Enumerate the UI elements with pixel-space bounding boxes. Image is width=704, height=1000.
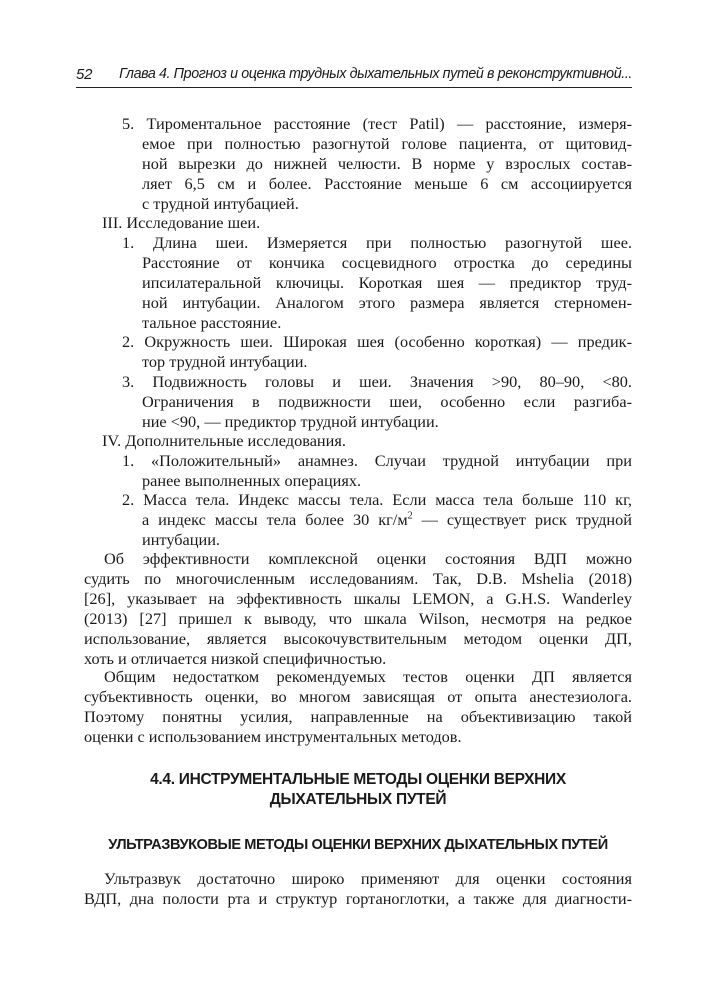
text-line: 1. Длина шеи. Измеряется при полностью разогнутой шее. [122,233,632,252]
text-line: Ультразвук достаточно широко применяют для оценки состояния [104,869,632,888]
text-line: емое при полностью разогнутой голове пациента, от щитовид- [142,133,632,153]
text-line: тальное расстояние. [142,312,282,332]
text-line: ние <90, — предиктор трудной интубации. [142,411,439,431]
page-number: 52 [76,66,93,83]
text-line: ипсилатеральной ключицы. Короткая шея — предиктор труд- [142,272,632,292]
neck-item-2 [84,332,632,372]
text-line: использование, является высокочувствительным методом оценки ДП, [84,628,632,648]
text-line: [26], указывает на эффективность шкалы LEMON, а G.H.S. Wanderley [84,588,632,608]
text-line: Общим недостатком рекомендуемых тестов оценки ДП является [104,667,632,686]
text-line: ной интубации. Аналогом этого размера является стерномен- [142,292,632,312]
text-line: Об эффективности комплексной оценки состояния ВДП можно [104,549,632,568]
paragraph-drawback [84,667,632,747]
page-header [76,62,632,86]
text-line: III. Исследование шеи. [102,213,261,232]
text-line: Расстояние от кончика сосцевидного отростка до середины [142,252,632,272]
text-line: ВДП, дна полости рта и структур гортаноглотки, а также для диагности- [84,888,632,908]
text-line: 3. Подвижность головы и шеи. Значения >90, 80–90, <80. [122,372,632,391]
section-heading-additional [84,431,632,451]
text-line: (2013) [27] пришел к выводу, что шкала Wilson, несмотря на редкое [84,608,632,628]
text-line: с трудной интубацией. [142,193,299,213]
list-item-5 [84,114,632,214]
text-line [142,510,632,530]
subsection-heading [84,836,632,855]
neck-item-1 [84,233,632,333]
text-span: а индекс массы тела более 30 кг/м [142,509,408,529]
text-line: субъективность оценки, во многом зависящая от опыта анестезиолога. [84,686,632,706]
paragraph-effectiveness [84,549,632,668]
text-line: Ограничения в подвижности шеи, особенно если разгиба- [142,391,632,411]
text-line: ной вырезки до нижней челюсти. В норме у взрослых состав- [142,153,632,173]
paragraph-ultrasound [84,869,632,909]
running-head: Глава 4. Прогноз и оценка трудных дыхательных путей в реконструктивной... [119,66,632,82]
text-line: судить по многочисленным исследованиям. Так, D.B. Mshelia (2018) [84,568,632,588]
additional-item-2 [84,490,632,550]
text-line: тор трудной интубации. [142,351,308,371]
text-line: 2. Окружность шеи. Широкая шея (особенно короткая) — предик- [122,332,632,351]
text-span: — существует риск трудной [412,509,632,529]
text-line: ляет 6,5 см и более. Расстояние меньше 6 см ассоциируется [142,173,632,193]
section-heading [84,770,632,810]
neck-item-3 [84,372,632,432]
header-rule [76,87,632,88]
text-line: 5. Тироментальное расстояние (тест Patil) — расстояние, измеря- [122,114,632,133]
heading-line: 4.4. ИНСТРУМЕНТАЛЬНЫЕ МЕТОДЫ ОЦЕНКИ ВЕРХНИХ [150,771,566,788]
text-line: интубации. [142,529,220,549]
heading-line: ДЫХАТЕЛЬНЫХ ПУТЕЙ [269,791,447,808]
section-heading-neck [84,213,632,233]
text-line: IV. Дополнительные исследования. [102,431,346,450]
text-line: оценки с использованием инструментальных методов. [84,726,462,746]
text-line: 1. «Положительный» анамнез. Случаи трудной интубации при [122,451,632,470]
additional-item-1 [84,451,632,491]
superscript: 2 [407,510,413,522]
text-line: ранее выполненных операциях. [142,470,362,490]
text-line: Поэтому понятны усилия, направленные на объективизацию такой [84,706,632,726]
heading-line: УЛЬТРАЗВУКОВЫЕ МЕТОДЫ ОЦЕНКИ ВЕРХНИХ ДЫХАТЕЛЬНЫХ ПУТЕЙ [108,837,608,853]
text-line: хоть и отличается низкой специфичностью. [84,648,387,668]
text-line: 2. Масса тела. Индекс массы тела. Если масса тела больше 110 кг, [122,490,632,509]
